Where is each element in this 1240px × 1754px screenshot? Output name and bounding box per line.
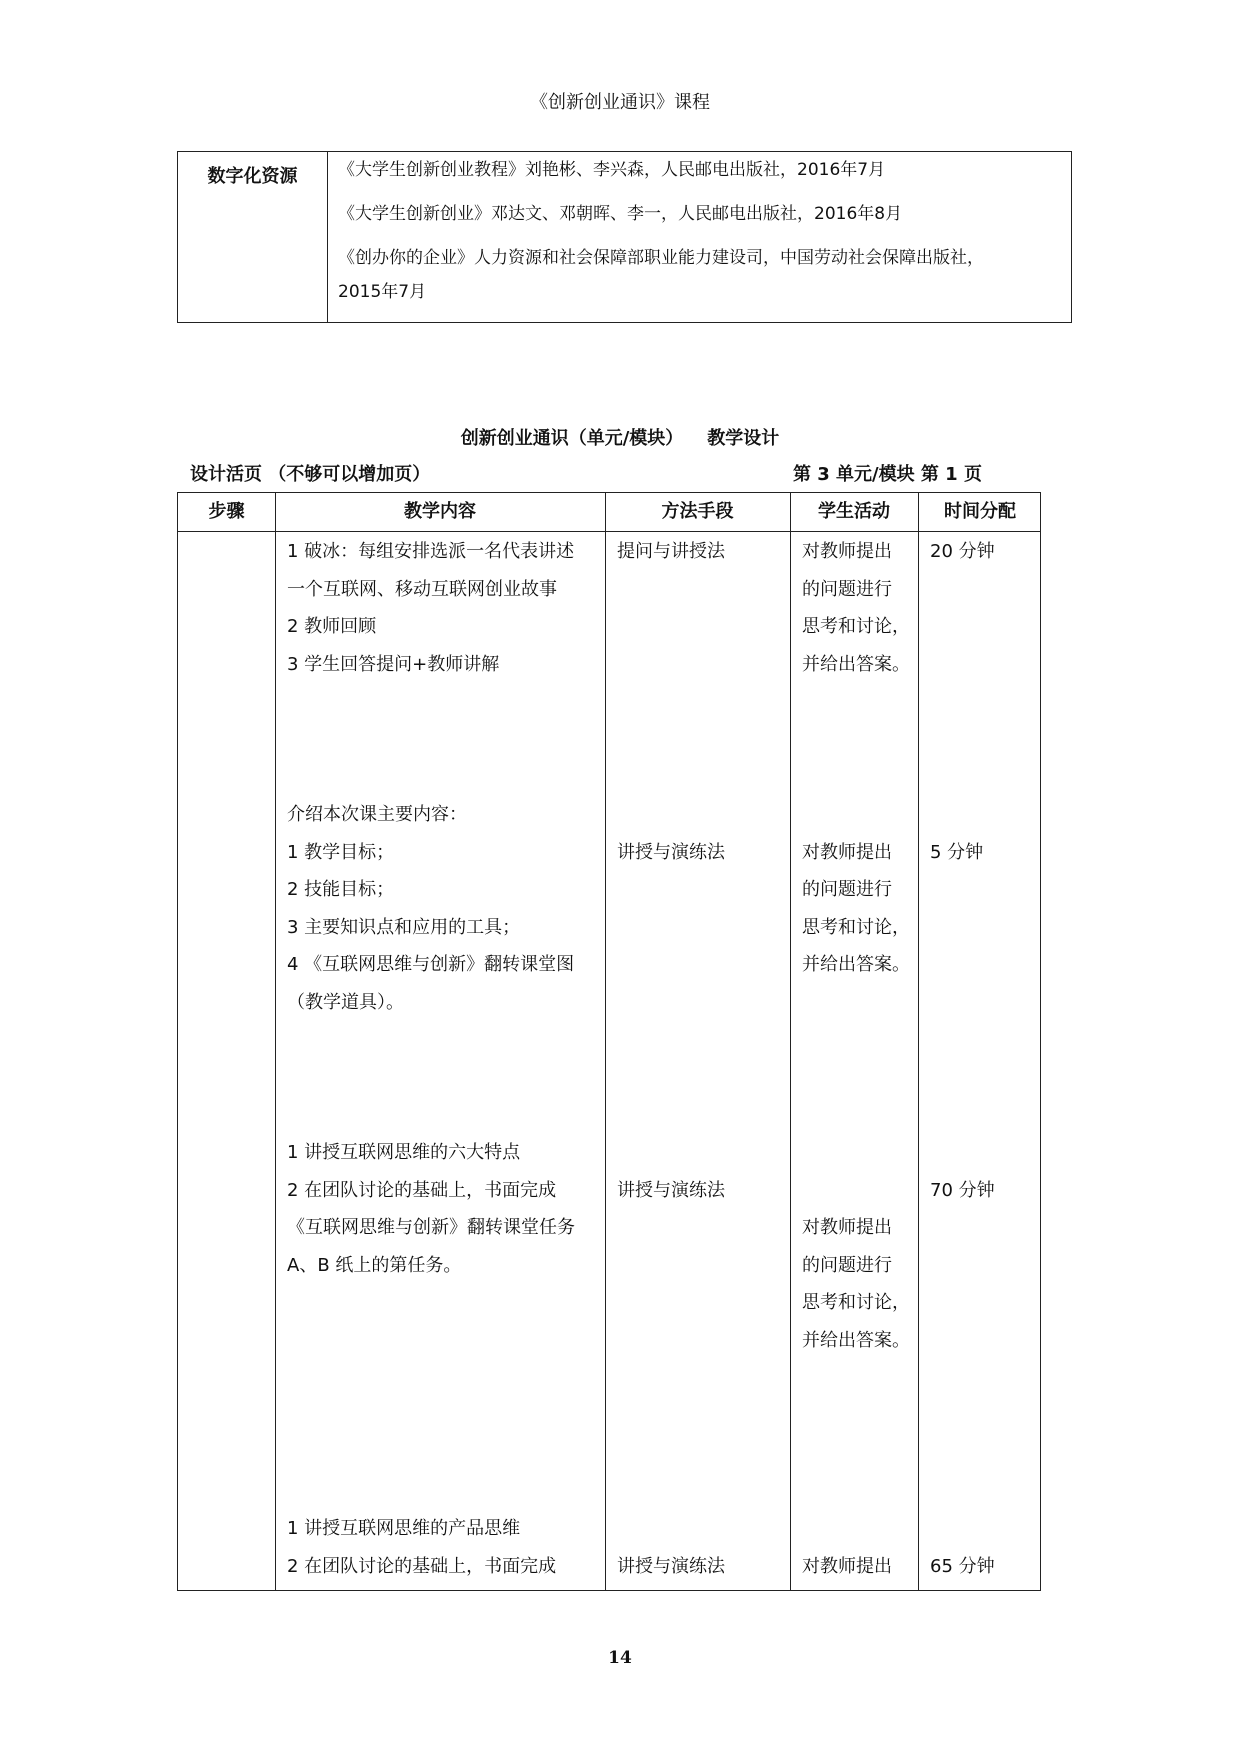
content-line: A、B 纸上的第任务。	[287, 1255, 462, 1276]
activity-line: 对教师提出	[802, 1217, 892, 1238]
header-step: 步骤	[208, 501, 245, 522]
resource-line: 2015年7月	[338, 282, 427, 302]
header-method: 方法手段	[661, 501, 734, 522]
design-subtitle-left: 设计活页 （不够可以增加页）	[190, 464, 431, 485]
design-title-part1: 创新创业通识（单元/模块）	[460, 428, 684, 449]
header-activity: 学生活动	[818, 501, 890, 522]
resources-table	[177, 151, 1072, 323]
activity-line: 并给出答案。	[802, 654, 910, 675]
activity-line: 的问题进行	[802, 579, 892, 600]
resource-line: 《创办你的企业》人力资源和社会保障部职业能力建设司，中国劳动社会保障出版社，	[338, 248, 984, 268]
method-cell: 提问与讲授法	[617, 541, 725, 562]
header-time: 时间分配	[944, 501, 1016, 522]
content-line: 1 教学目标；	[287, 842, 395, 863]
activity-line: 的问题进行	[802, 1255, 892, 1276]
content-line: 《互联网思维与创新》翻转课堂任务	[287, 1217, 575, 1238]
time-cell: 65 分钟	[930, 1556, 995, 1577]
content-line: 3 主要知识点和应用的工具；	[287, 917, 521, 938]
activity-line: 思考和讨论，	[802, 616, 910, 637]
resources-label: 数字化资源	[178, 152, 328, 322]
content-line: 一个互联网、移动互联网创业故事	[287, 579, 557, 600]
activity-line: 的问题进行	[802, 879, 892, 900]
resource-line: 《大学生创新创业教程》刘艳彬、李兴森，人民邮电出版社，2016年7月	[338, 160, 886, 180]
content-line: 3 学生回答提问+教师讲解	[287, 654, 500, 675]
content-line: 2 在团队讨论的基础上，书面完成	[287, 1556, 557, 1577]
content-line: 4 《互联网思维与创新》翻转课堂图	[287, 954, 575, 975]
activity-line: 并给出答案。	[802, 1330, 910, 1351]
content-line: 2 在团队讨论的基础上，书面完成	[287, 1180, 557, 1201]
method-cell: 讲授与演练法	[617, 1556, 725, 1577]
design-title	[0, 424, 1240, 450]
activity-line: 思考和讨论，	[802, 1292, 910, 1313]
content-line: 1 讲授互联网思维的六大特点	[287, 1142, 521, 1163]
content-line: 2 教师回顾	[287, 616, 377, 637]
time-cell: 70 分钟	[930, 1180, 995, 1201]
time-cell: 5 分钟	[930, 842, 984, 863]
course-header: 《创新创业通识》课程	[530, 92, 710, 113]
content-line: 介绍本次课主要内容：	[287, 804, 467, 825]
method-cell: 讲授与演练法	[617, 1180, 725, 1201]
header-content: 教学内容	[404, 501, 476, 522]
time-cell: 20 分钟	[930, 541, 995, 562]
resource-line: 《大学生创新创业》邓达文、邓朝晖、李一，人民邮电出版社，2016年8月	[338, 204, 903, 224]
design-subtitle-right: 第 3 单元/模块 第 1 页	[793, 464, 982, 485]
activity-line: 并给出答案。	[802, 954, 910, 975]
content-line: （教学道具）。	[287, 992, 404, 1013]
activity-line: 对教师提出	[802, 1556, 892, 1577]
content-line: 2 技能目标；	[287, 879, 395, 900]
lesson-table	[177, 492, 1041, 1591]
method-cell: 讲授与演练法	[617, 842, 725, 863]
page-number: 14	[608, 1648, 632, 1668]
activity-line: 对教师提出	[802, 842, 892, 863]
activity-line: 思考和讨论，	[802, 917, 910, 938]
activity-line: 对教师提出	[802, 541, 892, 562]
content-line: 1 破冰：每组安排选派一名代表讲述	[287, 541, 575, 562]
design-title-part2: 教学设计	[707, 428, 780, 449]
content-line: 1 讲授互联网思维的产品思维	[287, 1518, 521, 1539]
